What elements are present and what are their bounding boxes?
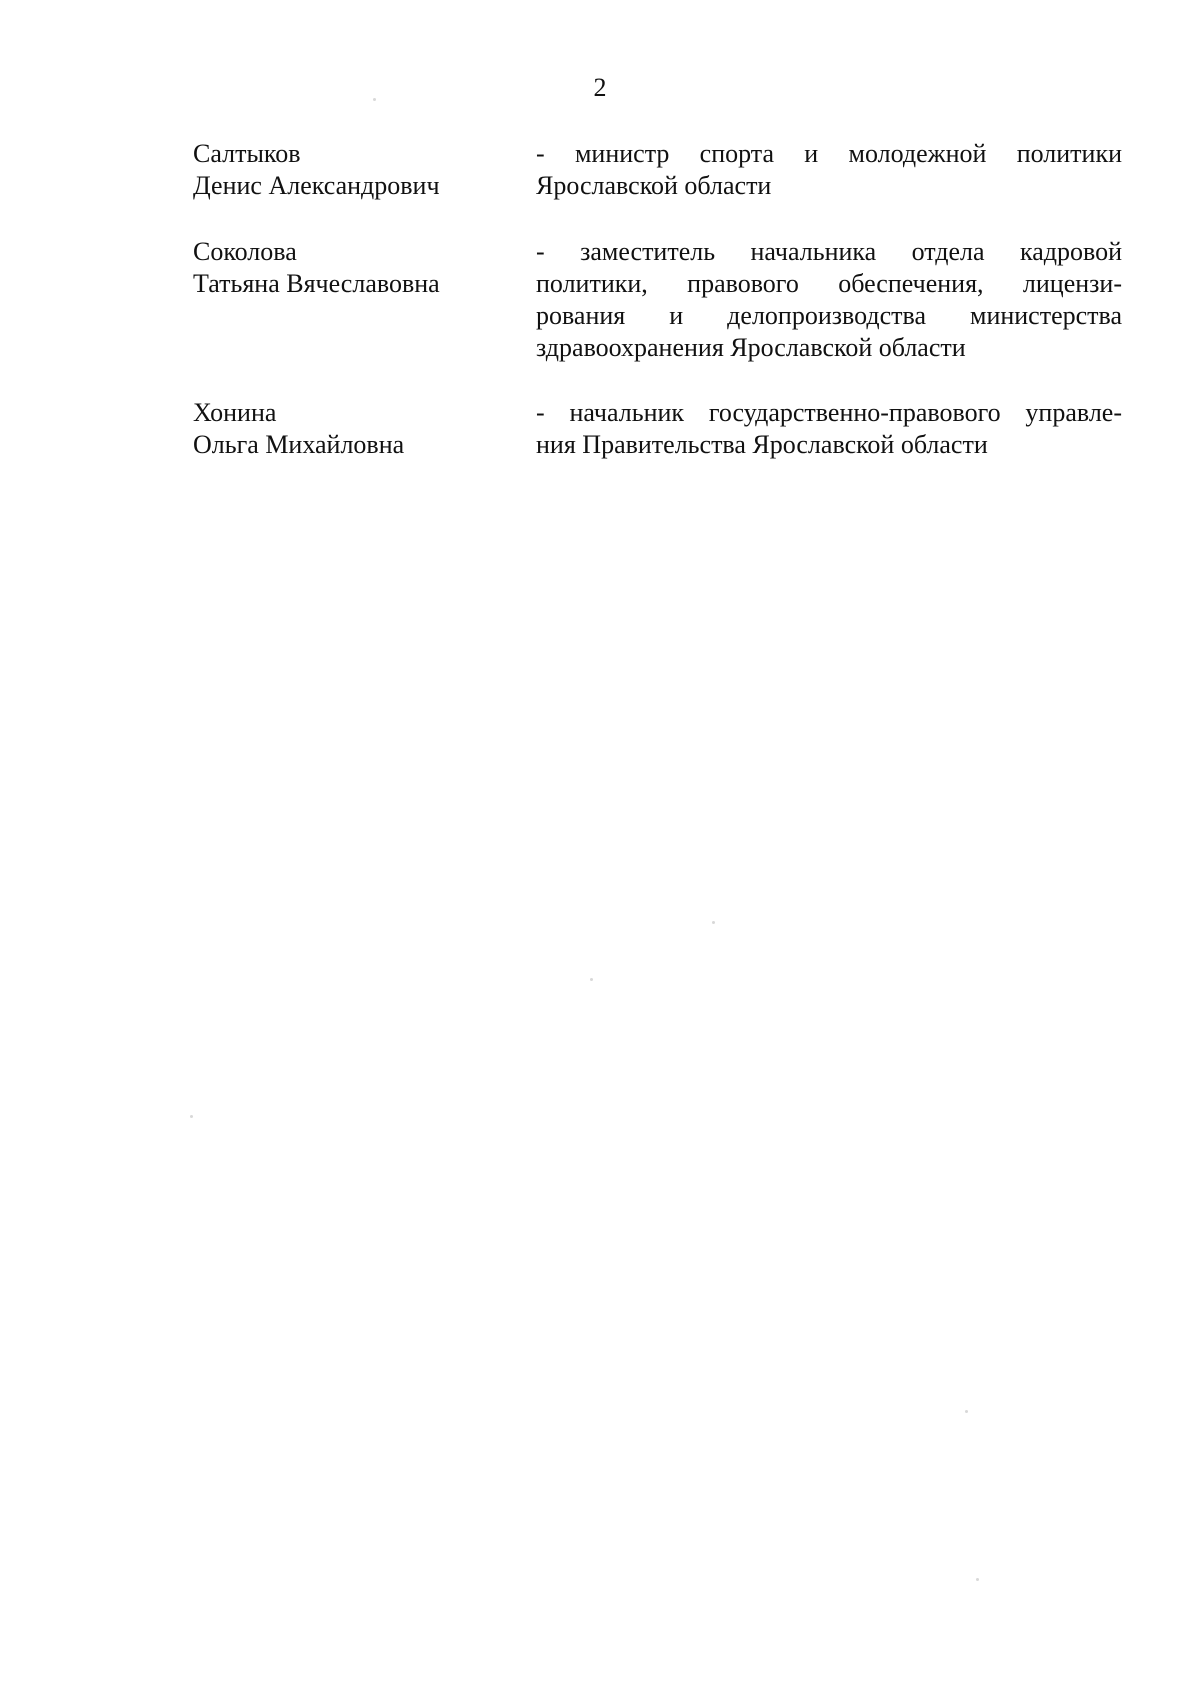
member-position [536,138,1122,202]
position-line: Ярославской области [536,171,772,200]
position-line: политики, правового обеспечения, лицензи- [536,269,1122,298]
member-position [536,397,1122,461]
member-name [193,236,493,300]
member-given-names: Денис Александрович [193,171,440,200]
member-position [536,236,1122,364]
position-line: - министр спорта и молодежной политики [536,139,1122,168]
scan-speck [712,921,715,924]
member-surname: Хонина [193,398,277,427]
member-given-names: Ольга Михайловна [193,430,405,459]
position-line: здравоохранения Ярославской области [536,333,966,362]
position-line: - начальник государственно-правового управле- [536,398,1122,427]
member-given-names: Татьяна Вячеславовна [193,269,440,298]
scan-speck [976,1578,979,1581]
position-line: ния Правительства Ярославской области [536,430,988,459]
page-number: 2 [593,73,607,102]
position-line: рования и делопроизводства министерства [536,301,1122,330]
member-surname: Соколова [193,237,297,266]
scan-speck [373,98,376,101]
position-line: - заместитель начальника отдела кадровой [536,237,1122,266]
member-surname: Салтыков [193,139,301,168]
scan-speck [190,1115,193,1118]
member-name [193,397,493,461]
scan-speck [590,978,593,981]
scan-speck [965,1410,968,1413]
member-name [193,138,493,202]
